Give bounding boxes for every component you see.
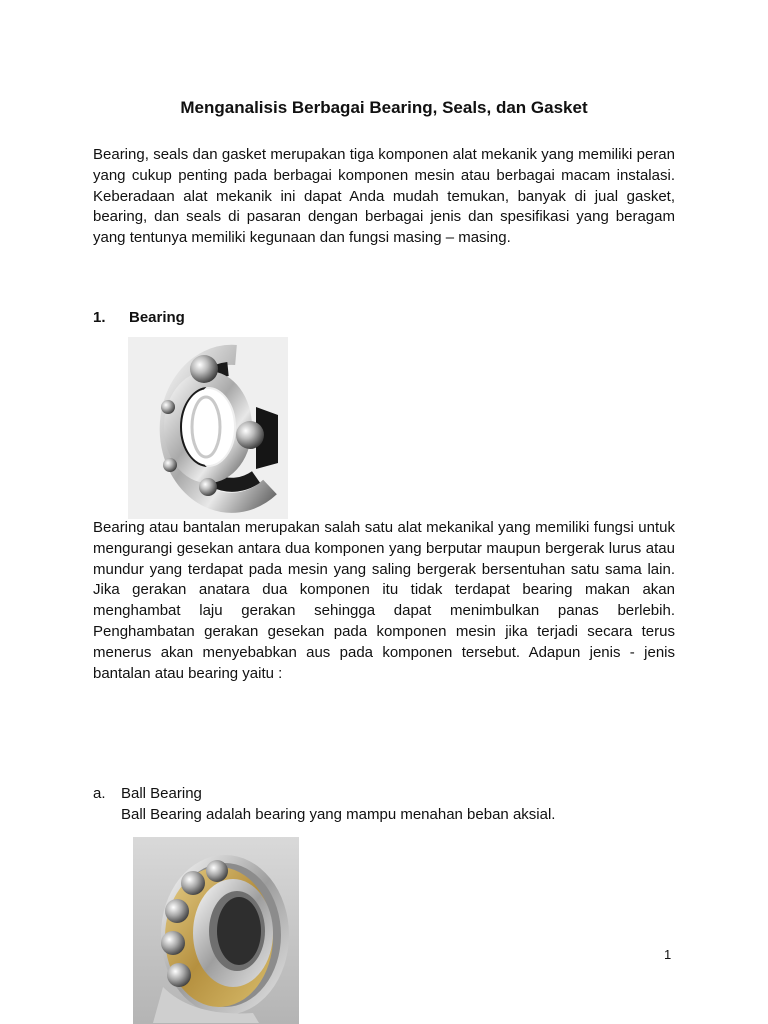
angular-contact-bearing-brass-cage-icon: [133, 837, 299, 1024]
section-number: 1.: [93, 309, 106, 326]
ball-bearing-description: Ball Bearing adalah bearing yang mampu menahan beban aksial.: [121, 806, 556, 823]
document-title: Menganalisis Berbagai Bearing, Seals, dan Gasket: [180, 98, 588, 117]
section-heading-bearing: [93, 309, 185, 326]
page-number: 1: [664, 947, 672, 962]
subsection-letter: a.: [93, 785, 106, 802]
section-title: Bearing: [129, 309, 185, 326]
ball-bearing-cutaway-icon: [128, 337, 288, 519]
intro-paragraph: Bearing, seals dan gasket merupakan tiga komponen alat mekanik yang memiliki peran yang cukup penting pada berbagai komponen mesin atau berbagai macam instalasi. Keberadaan alat mekanik ini dapat Anda mudah temukan, banyak di jual gasket, bearing, dan seals di pasaran dengan berbagai jenis dan spesifikasi yang beragam yang tentunya memiliki kegunaan dan fungsi masing – masing.: [93, 146, 675, 247]
subsection-title: Ball Bearing: [121, 785, 202, 802]
bearing-description: Bearing atau bantalan merupakan salah satu alat mekanikal yang memiliki fungsi untuk mengurangi gesekan antara dua komponen yang berputar maupun bergerak lurus atau mundur yang terdapat pada mesin yang saling bergerak bersentuhan satu sama lain. Jika gerakan anatara dua komponen itu tidak terdapat bearing makan akan menghambat laju gerakan sehingga dapat menimbulkan panas berlebih. Penghambatan gerakan gesekan pada komponen mesin jika terjadi secara terus menerus akan menyebabkan aus pada komponen tersebut. Adapun jenis - jenis bantalan atau bearing yaitu :: [93, 519, 675, 682]
subsection-heading-ball-bearing: [93, 785, 202, 802]
